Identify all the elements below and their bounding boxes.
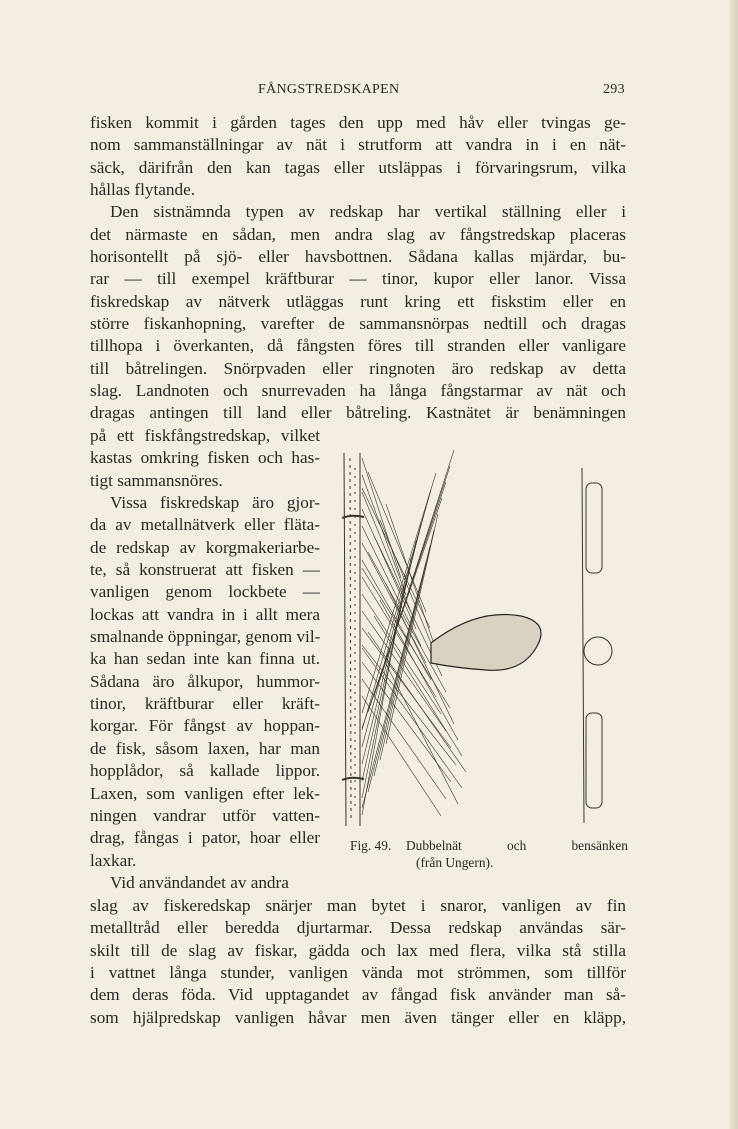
text-line: Sådana äro ålkupor, hummor- — [90, 671, 320, 691]
text-line: lockas att vandra in i allt mera — [90, 604, 320, 624]
text-line: dem deras föda. Vid upptagandet av fångad fisk använder man så- — [90, 985, 626, 1005]
text-line: horisontellt på sjö- eller havsbottnen. Sådana kallas mjärdar, bu- — [90, 247, 626, 267]
mesh-strand — [362, 696, 441, 816]
text-line: Vissa fiskredskap äro gjor- — [110, 493, 320, 513]
text-line: slag. Landnoten och snurrevaden ha långa fångstarmar av nät och — [90, 381, 626, 401]
body-text-top — [90, 112, 626, 425]
mesh-strand — [362, 648, 462, 788]
text-line: hopplådor, så kallade lippor. — [90, 761, 320, 781]
text-line: nom sammanställningar av nät i strutform att vandra in i en nät- — [90, 135, 626, 155]
mesh-strand — [362, 575, 406, 815]
text-line: te, så konstruerat att fisken — — [90, 560, 320, 580]
text-line: laxkar. — [90, 850, 137, 870]
mesh-strand — [362, 458, 401, 578]
text-line: fiskredskap av nätverk utläggas runt kring ett fiskstim eller en — [90, 291, 626, 311]
text-line: de redskap av korgmakeriarbe- — [90, 537, 320, 557]
wooden-pole — [342, 453, 364, 826]
float-lower — [586, 713, 602, 808]
text-line: vanligen genom lockbete — — [90, 582, 320, 602]
text-line: slag av fiskeredskap snärjer man bytet i snaror, vanligen av fin — [90, 896, 626, 915]
net-bag — [431, 615, 541, 671]
text-line: korgar. För fångst av hoppan- — [90, 716, 320, 736]
body-text-bottom — [90, 895, 626, 1029]
page-number: 293 — [603, 82, 625, 97]
text-line: metalltråd eller beredda djurtarmar. Dessa redskap användas sär- — [90, 918, 626, 938]
mesh-strand — [362, 475, 406, 595]
text-line: hållas flytande. — [90, 180, 195, 200]
round-sinker — [584, 637, 612, 665]
text-line: fisken kommit i gården tages den upp med håv eller tvingas ge- — [90, 113, 626, 132]
figure-double-net-illustration — [336, 448, 636, 833]
running-header-title: FÅNGSTREDSKAPEN — [258, 82, 400, 97]
text-line: som hjälpredskap vanligen håvar men även tänger eller en kläpp, — [90, 1007, 626, 1027]
body-text-beside-figure — [90, 425, 320, 894]
figure-caption-line1: Dubbelnät och bensänken — [406, 838, 628, 853]
text-line: ningen vandrar utför vatten- — [90, 805, 320, 825]
text-line: i vattnet långa stunder, vanligen vända mot strömmen, som tillför — [90, 963, 626, 983]
text-line: de fisk, såsom laxen, har man — [90, 738, 320, 758]
figure-number: Fig. 49. — [350, 838, 392, 853]
text-line: dragas antingen till land eller båtreling. Kastnätet är benämningen — [90, 403, 626, 423]
text-line: Vid användandet av andra — [110, 872, 289, 892]
text-line: tigt sammansnöres. — [90, 470, 223, 490]
text-line: Laxen, som vanligen efter lek- — [90, 783, 320, 803]
text-line: på ett fiskfångstredskap, vilket — [90, 426, 320, 445]
text-line: större fiskanhopning, varefter de sammansnörpas nedtill och dragas — [90, 314, 626, 334]
text-line: rar — till exempel kräftburar — tinor, kupor eller lanor. Vissa — [90, 269, 626, 289]
text-line: ka han sedan inte kan finna ut. — [90, 649, 320, 669]
mesh-strand — [362, 679, 446, 799]
page-edge — [730, 0, 738, 1129]
text-line: drag, fångas i pator, hoar eller — [90, 828, 320, 848]
text-line: till båtrelingen. Snörpvaden eller ringnoten äro redskap av detta — [90, 358, 626, 378]
text-line: säck, därifrån den kan tagas eller utsläppas i förvaringsrum, vilka — [90, 157, 626, 177]
figure-caption-line2: (från Ungern). — [416, 855, 494, 870]
text-line: tinor, kräftburar eller kräft- — [90, 694, 320, 714]
mesh-strand — [362, 473, 436, 713]
text-line: kastas omkring fisken och has- — [90, 448, 320, 468]
text-line: det närmaste en sådan, men andra slag av fångstredskap placeras — [90, 224, 626, 244]
text-line: smalnande öppningar, genom vil- — [90, 627, 321, 647]
float-upper — [586, 483, 602, 573]
text-line: Den sistnämnda typen av redskap har vertikal ställning eller i — [110, 202, 626, 222]
mesh-strand — [362, 558, 411, 798]
text-line: tillhopa i överkanten, då fångsten föres till stranden eller vanligare — [90, 336, 626, 356]
text-line: da av metallnätverk eller fläta- — [90, 515, 320, 535]
sinker-line — [582, 468, 612, 823]
text-line: skilt till de slag av fiskar, gädda och lax med flera, vilka stå stilla — [90, 940, 626, 960]
